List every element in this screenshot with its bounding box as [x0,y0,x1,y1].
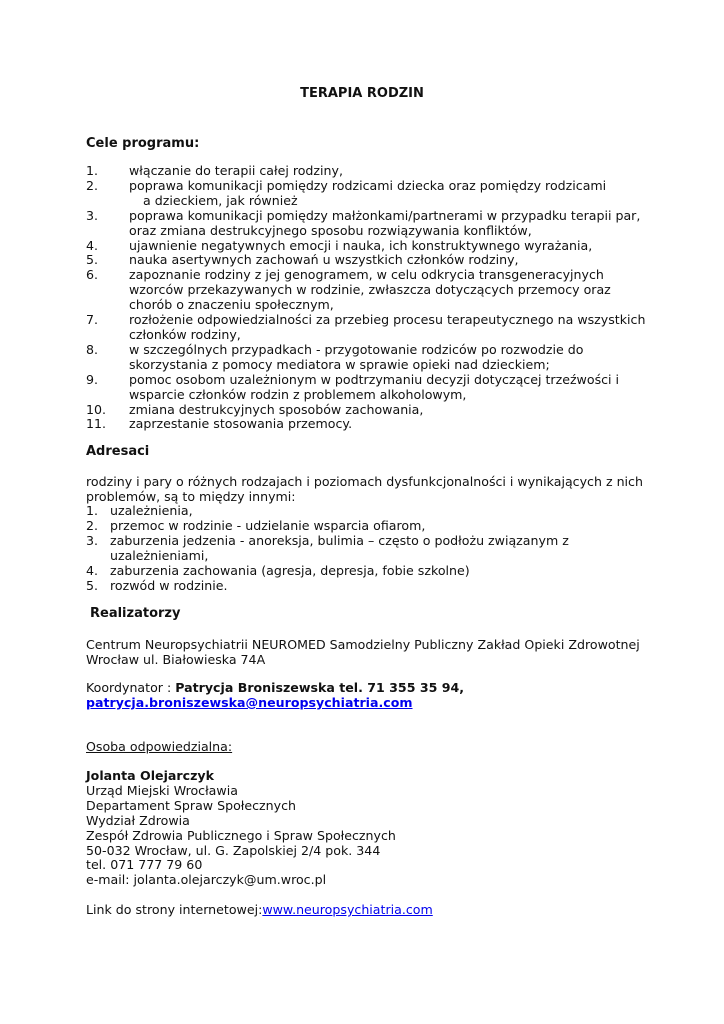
coordinator-name: Patrycja Broniszewska tel. 71 355 35 94, [175,680,465,695]
website-line [86,903,646,918]
responsible-email: e-mail: jolanta.olejarczyk@um.wroc.pl [86,872,327,888]
list-item: 4. zaburzenia zachowania (agresja, depresja, fobie szkolne) [86,562,470,578]
coordinator-line [86,681,646,696]
recipients-intro-line-1: rodziny i pary o różnych rodzajach i poziomach dysfunkcjonalności i wynikających z nich [86,474,643,489]
website-link[interactable]: www.neuropsychiatria.com [262,902,433,917]
provider-line-2: Wrocław ul. Białowieska 74A [86,652,266,667]
responsible-line: Departament Spraw Społecznych [86,797,297,813]
responsible-line: 50-032 Wrocław, ul. G. Zapolskiej 2/4 pok. 344 [86,842,381,858]
list-item: 8. w szczególnych przypadkach - przygotowanie rodziców po rozwodzie do skorzystania z pomocy mediatora w sprawie opieki nad dzieckiem; [86,341,584,372]
list-item: 2. przemoc w rodzinie - udzielanie wsparcia ofiarom, [86,517,426,533]
responsible-line: Wydział Zdrowia [86,812,190,828]
providers-heading: Realizatorzy [90,606,181,621]
coordinator-block [86,681,646,711]
page-title: TERAPIA RODZIN [300,86,424,101]
list-item: 5. rozwód w rodzinie. [86,577,228,593]
responsible-block [86,769,646,888]
responsible-phone: tel. 071 777 79 60 [86,857,203,873]
website-label: Link do strony internetowej: [86,902,263,917]
list-item: 7. rozłożenie odpowiedzialności za przebieg procesu terapeutycznego na wszystkich członków rodziny, [86,312,646,342]
responsible-line: Zespół Zdrowia Publicznego i Spraw Społecznych [86,827,396,843]
goals-heading: Cele programu: [86,136,200,151]
list-item: 4. ujawnienie negatywnych emocji i nauka, ich konstruktywnego wyrażania, [86,237,593,253]
provider-line-1: Centrum Neuropsychiatrii NEUROMED Samodzielny Publiczny Zakład Opieki Zdrowotnej [86,637,640,652]
list-item: 10. zmiana destrukcyjnych sposobów zachowania, [86,401,424,417]
responsible-line: Urząd Miejski Wrocławia [86,782,238,798]
list-item: 3. poprawa komunikacji pomiędzy małżonkami/partnerami w przypadku terapii par, oraz zmiana destrukcyjnego sposobu rozwiązywania konfliktów, [86,207,641,238]
list-item: 6. zapoznanie rodziny z jej genogramem, w celu odkrycia transgeneracyjnych wzorców przekazywanych w rodzinie, zwłaszcza dotyczących przemocy oraz chorób o znaczeniu społecznym, [86,267,611,313]
list-item: 9. pomoc osobom uzależnionym w podtrzymaniu decyzji dotyczącej trzeźwości i wsparcie członków rodzin z problemem alkoholowym, [86,371,620,402]
list-item: 1. włączanie do terapii całej rodziny, [86,163,343,178]
list-item: 11. zaprzestanie stosowania przemocy. [86,416,353,432]
issues-list [86,504,606,593]
responsible-heading: Osoba odpowiedzialna: [86,739,233,754]
coordinator-email-link[interactable]: patrycja.broniszewska@neuropsychiatria.com [86,694,413,710]
recipients-intro-line-2: problemów, są to między innymi: [86,489,296,504]
list-item: 3. zaburzenia jedzenia - anoreksja, bulimia – często o podłożu związanym z uzależnieniami, [86,532,569,563]
list-item: 5. nauka asertywnych zachowań u wszystkich członków rodziny, [86,252,519,268]
goals-list [86,164,646,432]
responsible-name: Jolanta Olejarczyk [86,768,214,783]
list-item: 2. poprawa komunikacji pomiędzy rodzicami dziecka oraz pomiędzy rodzicami a dzieckiem, jak również [86,177,607,208]
recipients-heading: Adresaci [86,444,150,459]
coordinator-label: Koordynator : [86,680,176,695]
list-item: 1. uzależnienia, [86,503,193,518]
